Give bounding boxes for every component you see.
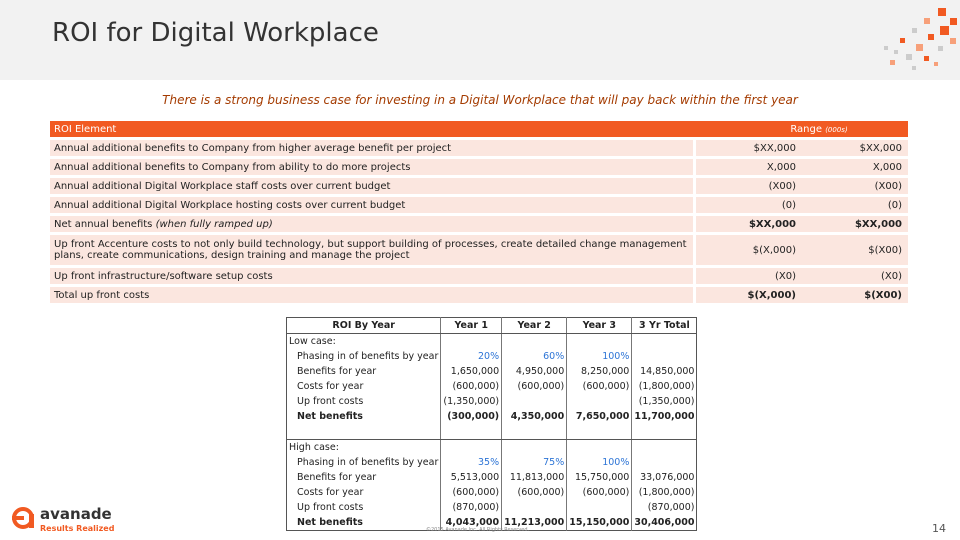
table-row: [287, 364, 697, 379]
cell: [567, 394, 632, 409]
row-note: (when fully ramped up): [155, 218, 273, 230]
cell: 11,213,000: [502, 515, 567, 531]
range-low: X,000: [696, 159, 800, 175]
cell: [632, 455, 697, 470]
row-label: Costs for year: [297, 487, 364, 498]
cell: 1,650,000: [441, 364, 502, 379]
cell: 4,350,000: [502, 409, 567, 424]
cell: 60%: [502, 349, 567, 364]
roi-element-table: [50, 121, 908, 306]
row-label: Up front costs: [297, 396, 364, 407]
cell: (1,800,000): [632, 379, 697, 394]
cell: 100%: [567, 455, 632, 470]
cell: (300,000): [441, 409, 502, 424]
cell: 100%: [567, 349, 632, 364]
range-low: (X0): [696, 268, 800, 284]
row-label: Annual additional benefits to Company from higher average benefit per project: [50, 140, 693, 156]
cell: 20%: [441, 349, 502, 364]
table-row: [287, 470, 697, 485]
cell: (600,000): [502, 485, 567, 500]
range-high: (X0): [800, 268, 908, 284]
table-row: [287, 394, 697, 409]
table-row: [50, 197, 908, 213]
cell: 4,950,000: [502, 364, 567, 379]
cell: 11,700,000: [632, 409, 697, 424]
cell: [632, 349, 697, 364]
table-row: [50, 216, 908, 232]
low-case-label: Low case:: [289, 336, 336, 347]
cell: 8,250,000: [567, 364, 632, 379]
cell: (600,000): [441, 379, 502, 394]
row-label: Up front costs: [297, 502, 364, 513]
row-label: Annual additional benefits to Company from ability to do more projects: [50, 159, 693, 175]
copyright-text: ©2015 Avanade Inc. All Rights Reserved.: [426, 527, 530, 533]
avanade-logo: [10, 504, 115, 536]
range-high: (0): [800, 197, 908, 213]
page-title: ROI for Digital Workplace: [52, 18, 379, 48]
range-low: $XX,000: [696, 216, 800, 232]
cell: [502, 394, 567, 409]
cell: 35%: [441, 455, 502, 470]
range-low: $XX,000: [696, 140, 800, 156]
range-high: X,000: [800, 159, 908, 175]
range-low: (X00): [696, 178, 800, 194]
header-cell: Year 3: [567, 318, 632, 334]
roi-by-year-table: [286, 317, 695, 528]
cell: 15,150,000: [567, 515, 632, 531]
row-label: Net benefits: [297, 411, 363, 422]
header-cell: ROI By Year: [287, 318, 441, 334]
roi-table-header: [50, 121, 908, 137]
case-label-row: [287, 334, 697, 350]
case-label-row: [287, 440, 697, 456]
row-label: Up front infrastructure/software setup costs: [50, 268, 693, 284]
cell: (600,000): [567, 485, 632, 500]
cell: [502, 500, 567, 515]
spacer-row: [287, 424, 697, 440]
decorative-dots-icon: [820, 0, 960, 80]
row-label: Net annual benefits (when fully ramped up): [50, 216, 693, 232]
cell: (600,000): [567, 379, 632, 394]
table-row: [287, 349, 697, 364]
row-label: Benefits for year: [297, 366, 377, 377]
table-row: [50, 268, 908, 284]
cell: (870,000): [632, 500, 697, 515]
page-number: 14: [932, 522, 946, 535]
row-label: Net benefits: [297, 517, 363, 528]
range-header: Range (000s): [790, 123, 848, 135]
roi-element-header: ROI Element: [54, 123, 117, 135]
table-row: [50, 178, 908, 194]
cell: 5,513,000: [441, 470, 502, 485]
cell: 14,850,000: [632, 364, 697, 379]
high-case-label: High case:: [289, 442, 339, 453]
row-label: Benefits for year: [297, 472, 377, 483]
year-table-header: [287, 318, 697, 334]
row-label: Up front Accenture costs to not only build technology, but support building of processes, create detailed change management plans, create communications, design training and manage the project: [50, 235, 693, 265]
row-label: Annual additional Digital Workplace staff costs over current budget: [50, 178, 693, 194]
avanade-mark-icon: [10, 504, 38, 532]
cell: 4,043,000: [441, 515, 502, 531]
row-label: Total up front costs: [50, 287, 693, 303]
row-label: Phasing in of benefits by year: [297, 457, 439, 468]
range-high: $(X00): [800, 287, 908, 303]
table-row: [287, 500, 697, 515]
header-cell: 3 Yr Total: [632, 318, 697, 334]
cell: (1,800,000): [632, 485, 697, 500]
cell: 30,406,000: [632, 515, 697, 531]
range-high: (X00): [800, 178, 908, 194]
range-low: $(X,000): [696, 287, 800, 303]
cell: (870,000): [441, 500, 502, 515]
header-cell: Year 2: [502, 318, 567, 334]
logo-tagline: Results Realized: [40, 524, 115, 533]
table-row: [287, 379, 697, 394]
cell: (1,350,000): [441, 394, 502, 409]
cell: (600,000): [502, 379, 567, 394]
range-high: $XX,000: [800, 216, 908, 232]
table-row: [287, 455, 697, 470]
slide-subtitle: There is a strong business case for investing in a Digital Workplace that will pay back within the first year: [162, 93, 798, 107]
row-label: Costs for year: [297, 381, 364, 392]
row-label: Phasing in of benefits by year: [297, 351, 439, 362]
cell: 11,813,000: [502, 470, 567, 485]
range-low: (0): [696, 197, 800, 213]
table-row: [50, 140, 908, 156]
cell: (1,350,000): [632, 394, 697, 409]
cell: 15,750,000: [567, 470, 632, 485]
range-high: $XX,000: [800, 140, 908, 156]
table-row: [50, 235, 908, 265]
table-row: [50, 159, 908, 175]
range-high: $(X00): [800, 235, 908, 265]
cell: [567, 500, 632, 515]
cell: (600,000): [441, 485, 502, 500]
cell: 75%: [502, 455, 567, 470]
cell: 33,076,000: [632, 470, 697, 485]
table-row: [287, 409, 697, 424]
logo-name: avanade: [40, 505, 112, 523]
row-label: Annual additional Digital Workplace hosting costs over current budget: [50, 197, 693, 213]
range-low: $(X,000): [696, 235, 800, 265]
header-cell: Year 1: [441, 318, 502, 334]
table-row: [50, 287, 908, 303]
table-row: [287, 485, 697, 500]
cell: 7,650,000: [567, 409, 632, 424]
slide-header: [0, 0, 960, 80]
